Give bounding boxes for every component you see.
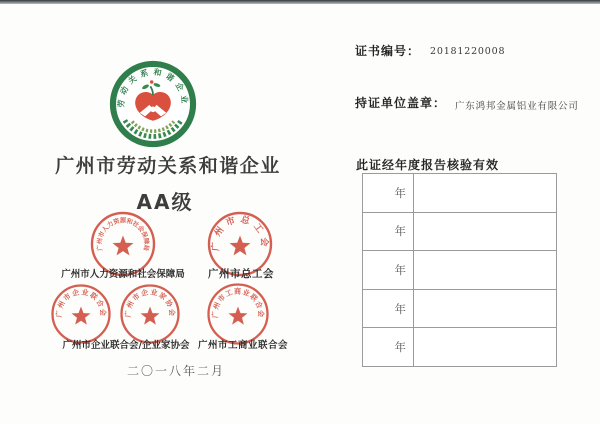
scan-edge: [0, 0, 600, 4]
logo-arc-text: 劳动关系和谐企业: [116, 67, 190, 108]
seal-label-hr-bureau: 广州市人力资源和社会保障局: [61, 269, 185, 280]
blank-cell: [414, 174, 556, 212]
blank-cell: [414, 251, 556, 289]
seal-label-trade-union: 广州市总工会: [208, 268, 274, 280]
seal-arc-text: 广州市企业家协会: [124, 288, 176, 318]
sprout-bud-icon: [150, 80, 154, 84]
seal-label-enterprise-federation: 广州市企业联合会/企业家协会: [62, 340, 190, 351]
verify-title: 此证经年度报告核验有效: [356, 158, 500, 172]
year-cell: 年: [363, 290, 414, 328]
star-icon: [140, 307, 159, 325]
holder-label: 持证单位盖章：: [355, 96, 447, 110]
harmony-logo: [109, 60, 197, 148]
year-cell: 年: [363, 213, 414, 251]
table-row: [363, 212, 556, 251]
year-cell: 年: [363, 251, 414, 289]
seal-stamp-entrepreneurs-association: [119, 283, 181, 345]
seal-arc-text: 广州市工商业联合会: [211, 287, 265, 319]
star-icon: [71, 307, 90, 325]
cert-no-value: 20181220008: [430, 46, 506, 57]
star-icon: [230, 236, 251, 256]
certificate-grade: AA级: [136, 190, 194, 214]
seal-arc-text: 广州市人力资源和社会保障局: [96, 217, 150, 252]
table-row: [363, 174, 556, 212]
seal-arc-text: 广州市企业联合会: [55, 288, 107, 318]
star-icon: [228, 307, 247, 325]
table-row: [363, 327, 556, 366]
star-icon: [113, 236, 134, 256]
annual-verification-table: [362, 173, 557, 367]
seal-arc-text: 广州市总工会: [211, 214, 269, 251]
holder-value: 广东鸿邦金属铝业有限公司: [455, 101, 579, 112]
cert-no-label: 证书编号：: [355, 44, 421, 58]
table-row: [363, 289, 556, 328]
seal-label-industry-commerce: 广州市工商业联合会: [197, 340, 288, 351]
table-row: [363, 250, 556, 289]
blank-cell: [414, 213, 556, 251]
year-cell: 年: [363, 328, 414, 366]
blank-cell: [414, 290, 556, 328]
certificate-title: 广州市劳动关系和谐企业: [55, 155, 281, 177]
year-cell: 年: [363, 174, 414, 212]
blank-cell: [414, 328, 556, 366]
harmony-logo-icon: [109, 60, 197, 148]
issue-date: 二〇一八年二月: [126, 364, 225, 378]
handshake-clasp-icon: [150, 106, 156, 112]
seal-stamp-enterprise-federation: [50, 283, 112, 345]
